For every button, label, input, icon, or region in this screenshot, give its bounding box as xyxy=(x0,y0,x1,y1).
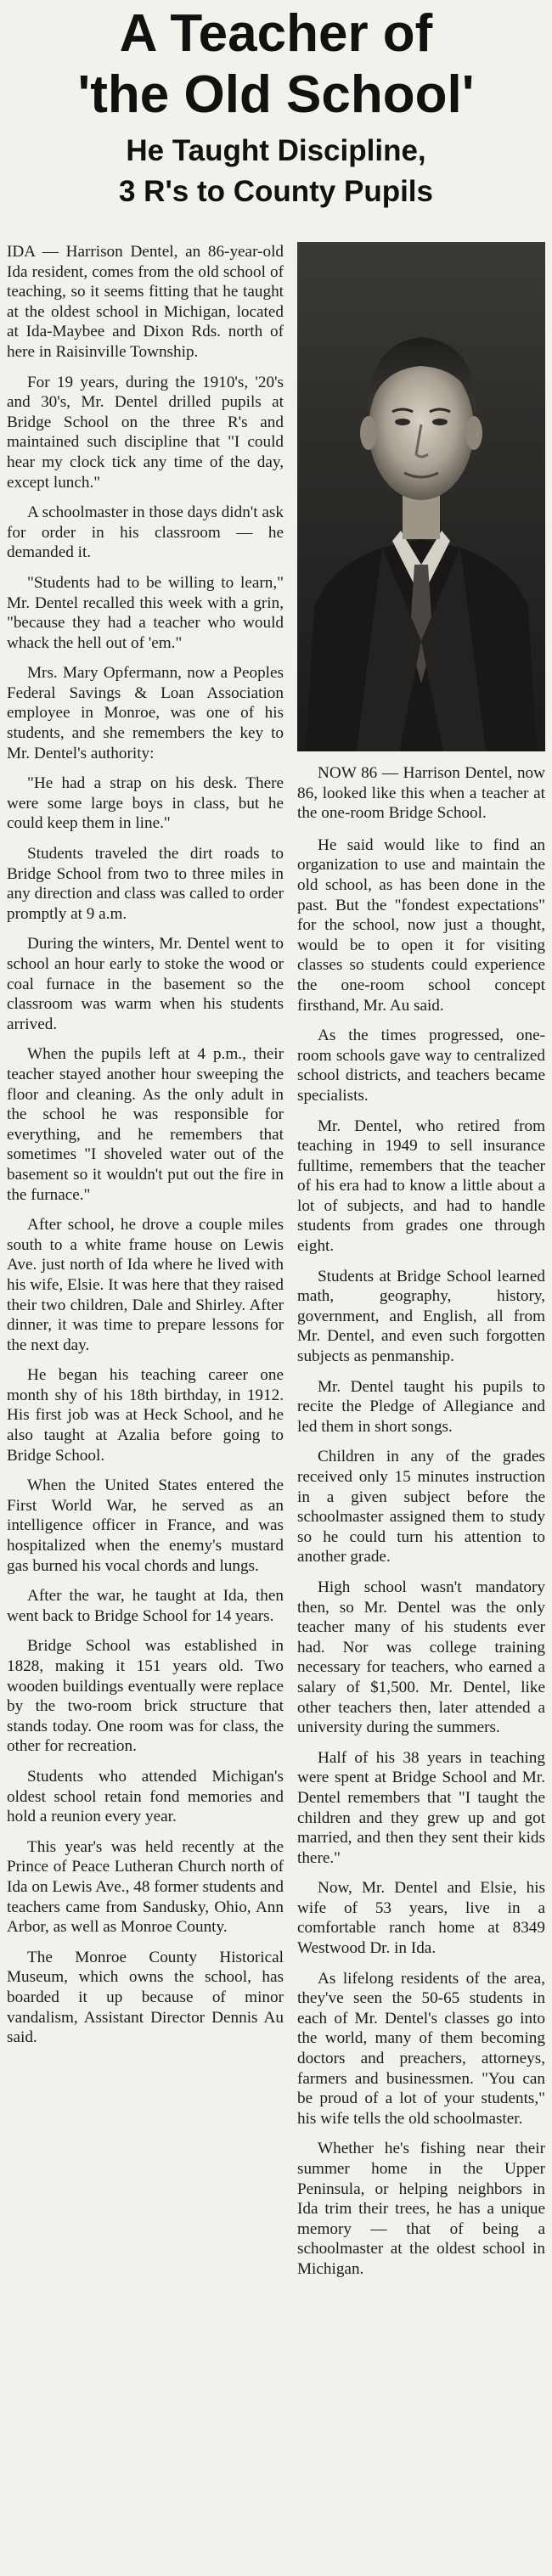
paragraph: He began his teaching career one month shy of his 18th birthday, in 1912. His first job was at Heck School, and he also taught at Azalia before going to Bridge School. xyxy=(7,1366,284,1465)
paragraph: Children in any of the grades received only 15 minutes instruction in a given subject before the schoolmaster assigned them to study so he could turn his attention to another grade. xyxy=(297,1448,545,1566)
paragraph: When the pupils left at 4 p.m., their teacher stayed another hour sweeping the floor and cleaning. As the only adult in the school he was responsible for everything, and he remembers that sometimes "I shoveled water out of the basement so it wouldn't put out the fire in the furnace." xyxy=(7,1045,284,1204)
paragraph: Mrs. Mary Opfermann, now a Peoples Federal Savings & Loan Association employee in Monroe, was one of his students, and she remembers the key to Mr. Dentel's authority: xyxy=(7,664,284,762)
article-columns xyxy=(7,242,545,2568)
subheadline-line-1: He Taught Discipline, xyxy=(126,134,426,167)
paragraph: For 19 years, during the 1910's, '20's and 30's, Mr. Dentel drilled pupils at Bridge School on the three R's and maintained such discipline that "I could hear my clock tick any time of the day, except lunch." xyxy=(7,373,284,492)
paragraph: Whether he's fishing near their summer home in the Upper Peninsula, or helping neighbors in Ida trim their trees, he has a unique memory — that of being a schoolmaster at the oldest school in Michigan. xyxy=(297,2140,545,2278)
paragraph: During the winters, Mr. Dentel went to school an hour early to stoke the wood or coal furnace in the basement so the classroom was warm when his students arrived. xyxy=(7,935,284,1033)
paragraph: He said would like to find an organization to use and maintain the old school, as has been done in the past. But the "fondest expectations" for the school, now just a thought, would be to open it for visiting classes so students could experience the one-room school concept firsthand, Mr. Au said. xyxy=(297,835,545,1015)
left-column xyxy=(7,242,284,2568)
headline xyxy=(7,0,545,126)
paragraph: Students who attended Michigan's oldest school retain fond memories and hold a reunion every year. xyxy=(7,1767,284,1826)
headline-line-2: 'the Old School' xyxy=(77,65,475,124)
caption-text: Harrison Dentel, now 86, looked like this when a teacher at the one-room Bridge School. xyxy=(297,764,545,823)
headline-line-1: A Teacher of xyxy=(119,4,433,63)
paragraph: Students traveled the dirt roads to Bridge School from two to three miles in any direction and class was called to order promptly at 9 a.m. xyxy=(7,845,284,923)
paragraph: After the war, he taught at Ida, then went back to Bridge School for 14 years. xyxy=(7,1587,284,1625)
paragraph: Students at Bridge School learned math, geography, history, government, and English, all from Mr. Dentel, and even such forgotten subjects as penmanship. xyxy=(297,1267,545,1366)
paragraph: Bridge School was established in 1828, making it 151 years old. Two wooden buildings eventually were replace by the two-room brick structure that stands today. One room was for class, the other for recreation. xyxy=(7,1637,284,1756)
paragraph: "He had a strap on his desk. There were some large boys in class, but he could keep them in line." xyxy=(7,774,284,833)
paragraph: After school, he drove a couple miles south to a white frame house on Lewis Ave. just north of Ida where he lived with his wife, Elsie. It was here that they raised their two children, Dale and Shirley. After dinner, it was time to prepare lessons for the next day. xyxy=(7,1216,284,1354)
paragraph: Mr. Dentel taught his pupils to recite the Pledge of Allegiance and led them in short songs. xyxy=(297,1377,545,1436)
photo-caption xyxy=(297,763,545,824)
paragraph: A schoolmaster in those days didn't ask for order in his classroom — he demanded it. xyxy=(7,503,284,562)
paragraph: As the times progressed, one-room schools gave way to centralized school districts, and teachers became specialists. xyxy=(297,1026,545,1105)
teacher-portrait-photo xyxy=(297,242,545,751)
paragraph: This year's was held recently at the Prince of Peace Lutheran Church north of Ida on Lewis Ave., 48 former students and teachers came from Sandusky, Ohio, Ann Arbor, as well as Monroe County. xyxy=(7,1837,284,1937)
paragraph: When the United States entered the First World War, he served as an intelligence officer in France, and was hospitalized when the enemy's mustard gas burned his vocal chords and lungs. xyxy=(7,1476,284,1575)
subheadline xyxy=(7,131,545,212)
subheadline-line-2: 3 R's to County Pupils xyxy=(118,175,433,208)
paragraph: "Students had to be willing to learn," Mr. Dentel recalled this week with a grin, "because they had a teacher who would whack the hell out of 'em." xyxy=(7,573,284,652)
caption-lead: NOW 86 — xyxy=(318,764,399,782)
paragraph: High school wasn't mandatory then, so Mr. Dentel was the only teacher many of his students ever had. Nor was college training necessary for teachers, who earned a salary of $1,500. Mr. Dentel, like other teachers then, later attended a university during the summers. xyxy=(297,1578,545,1737)
paragraph: The Monroe County Historical Museum, which owns the school, has boarded it up because of minor vandalism, Assistant Director Dennis Au said. xyxy=(7,1948,284,2047)
paragraph: Mr. Dentel, who retired from teaching in 1949 to sell insurance fulltime, remembers that the teacher of his era had to know a little about a lot of subjects, and had to handle students from grades one through eight. xyxy=(297,1116,545,1256)
portrait-illustration xyxy=(297,242,545,751)
paragraph: As lifelong residents of the area, they've seen the 50-65 students in each of Mr. Dentel's classes go into the world, many of them becoming doctors and preachers, attorneys, farmers and businessmen. "You can be proud of a lot of your students," his wife tells the old schoolmaster. xyxy=(297,1969,545,2128)
paragraph: IDA — Harrison Dentel, an 86-year-old Ida resident, comes from the old school of teaching, so it seems fitting that he taught at the oldest school in Michigan, located at Ida-Maybee and Dixon Rds. north of here in Raisinville Township. xyxy=(7,243,284,361)
paragraph: Half of his 38 years in teaching were spent at Bridge School and Mr. Dentel remembers that "I taught the children and they grew up and got married, and then they sent their kids there." xyxy=(297,1748,545,1867)
paragraph: Now, Mr. Dentel and Elsie, his wife of 53 years, live in a comfortable ranch home at 8349 Westwood Dr. in Ida. xyxy=(297,1879,545,1958)
right-column xyxy=(297,242,545,2568)
